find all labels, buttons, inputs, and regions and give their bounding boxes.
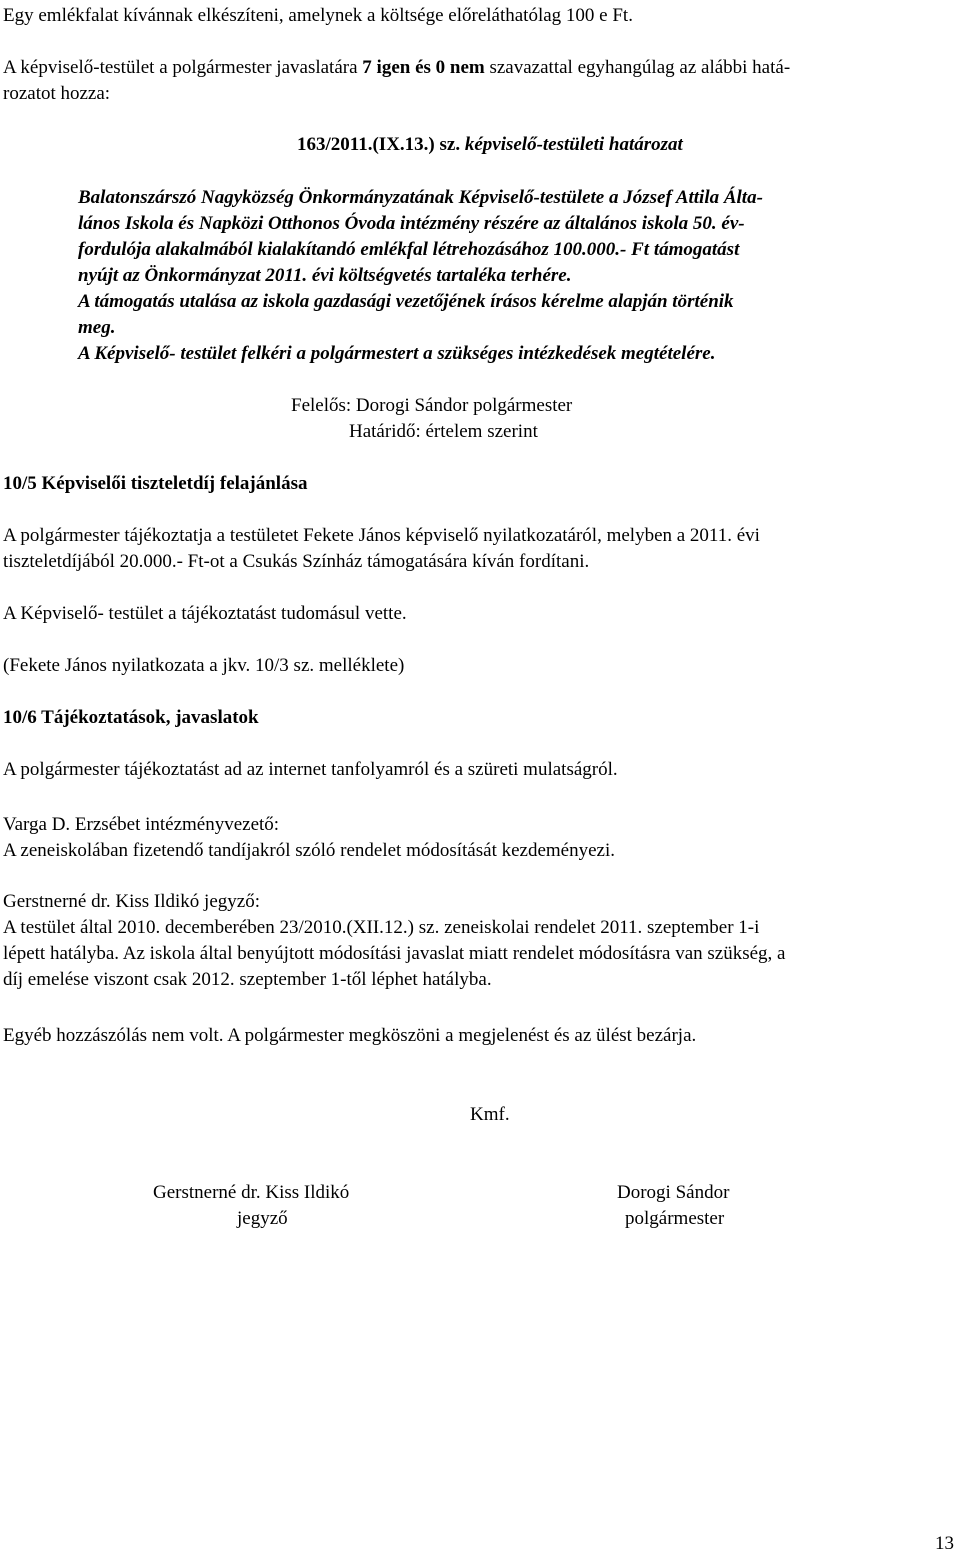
signature-left-name: Gerstnerné dr. Kiss Ildikó <box>153 1182 350 1203</box>
responsible-line: Felelős: Dorogi Sándor polgármester <box>291 395 573 416</box>
paragraph: A zeneiskolában fizetendő tandíjakról szóló rendelet módosítását kezdeményezi. <box>3 840 615 861</box>
section-heading-10-6: 10/6 Tájékoztatások, javaslatok <box>3 707 259 728</box>
support-line: A támogatás utalása az iskola gazdasági vezetőjének írásos kérelme alapján történik <box>78 291 734 312</box>
signature-right-name: Dorogi Sándor <box>617 1182 730 1203</box>
paragraph-line: lépett hatályba. Az iskola által benyújtott módosítási javaslat miatt rendelet módosításra van szükség, a <box>3 943 786 964</box>
signature-left-title: jegyző <box>237 1208 288 1229</box>
resolution-body-line: nyújt az Önkormányzat 2011. évi költségvetés tartaléka terhére. <box>78 265 572 286</box>
closing-paragraph: Egyéb hozzászólás nem volt. A polgármester megköszöni a megjelenést és az ülést bezárja. <box>3 1025 697 1046</box>
speaker-label: Gerstnerné dr. Kiss Ildikó jegyző: <box>3 891 260 912</box>
page-number: 13 <box>935 1533 954 1554</box>
paragraph-line: tiszteletdíjából 20.000.- Ft-ot a Csukás Színház támogatására kíván fordítani. <box>3 551 590 572</box>
signature-right-title: polgármester <box>625 1208 725 1229</box>
vote-count: 7 igen és 0 nem <box>362 57 485 78</box>
paragraph: A polgármester tájékoztatást ad az internet tanfolyamról és a szüreti mulatságról. <box>3 759 618 780</box>
resolution-title: képviselő-testületi határozat <box>464 134 683 155</box>
paragraph-line: A testület által 2010. decemberében 23/2010.(XII.12.) sz. zeneiskolai rendelet 2011. szeptember 1-i <box>3 917 760 938</box>
vote-text-end: szavazattal egyhangúlag az alábbi hatá- <box>484 57 791 78</box>
resolution-body-line: fordulója alakalmából kialakítandó emlékfal létrehozásához 100.000.- Ft támogatást <box>78 239 740 260</box>
speaker-label: Varga D. Erzsébet intézményvezető: <box>3 814 280 835</box>
paragraph-line: A polgármester tájékoztatja a testületet Fekete János képviselő nyilatkozatáról, melyben a 2011. évi <box>3 525 760 546</box>
resolution-request: A Képviselő- testület felkéri a polgármestert a szükséges intézkedések megtételére. <box>78 343 716 364</box>
vote-text: A képviselő-testület a polgármester javaslatára <box>3 57 363 78</box>
intro-line: Egy emlékfalat kívánnak elkészíteni, amelynek a költsége előreláthatólag 100 e Ft. <box>3 5 633 26</box>
deadline-line: Határidő: értelem szerint <box>349 421 538 442</box>
vote-statement <box>3 55 790 81</box>
paragraph: (Fekete János nyilatkozata a jkv. 10/3 sz. melléklete) <box>3 655 405 676</box>
resolution-body-line: lános Iskola és Napközi Otthonos Óvoda intézmény részére az általános iskola 50. év- <box>78 213 745 234</box>
resolution-number: 163/2011.(IX.13.) sz. <box>297 134 461 155</box>
kmf-label: Kmf. <box>470 1104 510 1125</box>
paragraph: A Képviselő- testület a tájékoztatást tudomásul vette. <box>3 603 407 624</box>
support-line: meg. <box>78 317 116 338</box>
paragraph-line: díj emelése viszont csak 2012. szeptember 1-től léphet hatályba. <box>3 969 492 990</box>
section-heading-10-5: 10/5 Képviselői tiszteletdíj felajánlása <box>3 473 308 494</box>
resolution-heading <box>297 132 683 158</box>
resolution-body-line: Balatonszárszó Nagyközség Önkormányzatának Képviselő-testülete a József Attila Álta- <box>78 187 763 208</box>
vote-statement-cont: rozatot hozza: <box>3 83 111 104</box>
